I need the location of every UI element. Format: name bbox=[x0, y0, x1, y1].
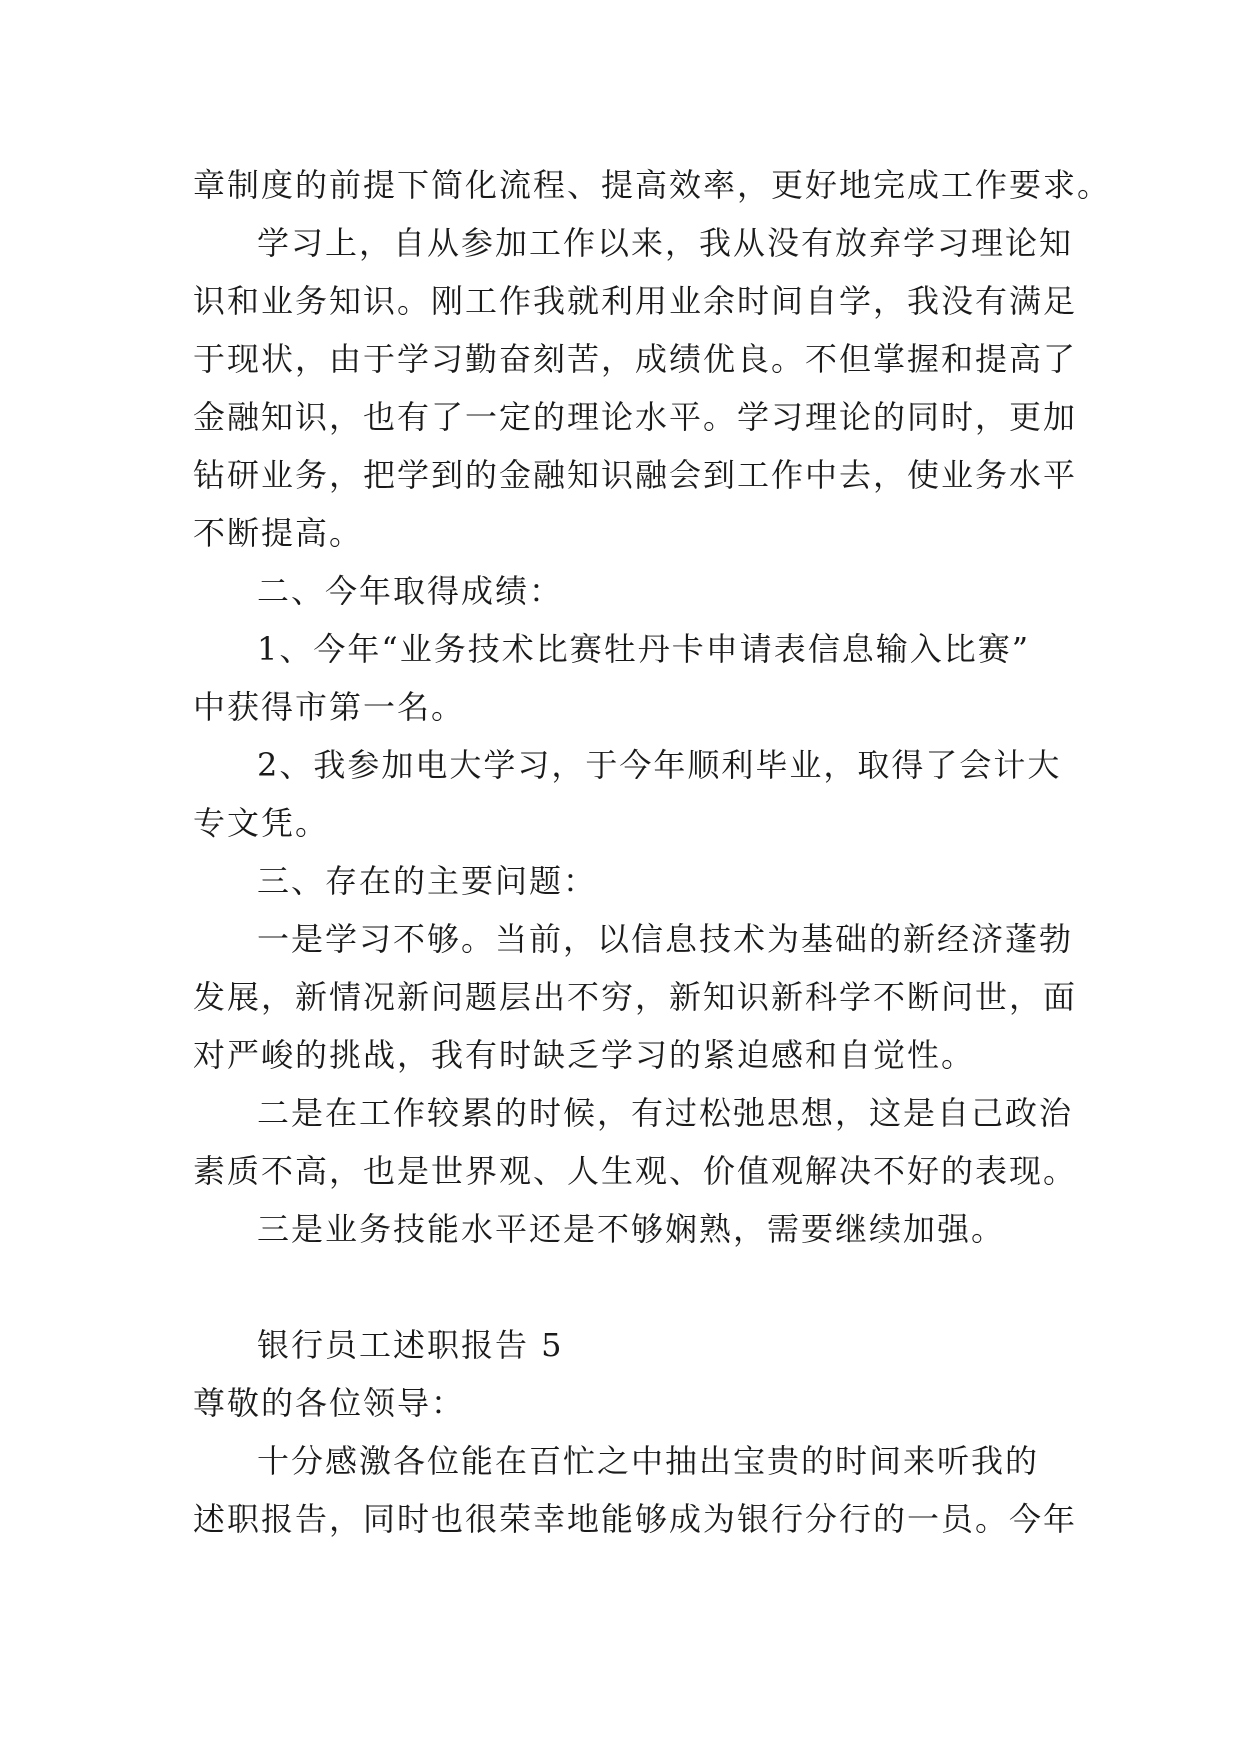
paragraph-line: 于现状，由于学习勤奋刻苦，成绩优良。不但掌握和提高了 bbox=[193, 340, 1078, 378]
list-item-line: 1、今年“业务技术比赛牡丹卡申请表信息输入比赛” bbox=[257, 630, 1031, 668]
document-body bbox=[193, 156, 1112, 1548]
paragraph-line: 素质不高，也是世界观、人生观、价值观解决不好的表现。 bbox=[193, 1152, 1078, 1190]
paragraph-line: 学习上，自从参加工作以来，我从没有放弃学习理论知 bbox=[257, 224, 1074, 262]
paragraph-line: 述职报告，同时也很荣幸地能够成为银行分行的一员。今年 bbox=[193, 1500, 1078, 1538]
paragraph-line: 对严峻的挑战，我有时缺乏学习的紧迫感和自觉性。 bbox=[193, 1036, 976, 1074]
section-spacer bbox=[193, 1258, 1063, 1316]
list-item-line: 2、我参加电大学习，于今年顺利毕业，取得了会计大 bbox=[257, 746, 1062, 784]
section-heading: 三、存在的主要问题： bbox=[257, 862, 598, 900]
paragraph-line: 发展，新情况新问题层出不穷，新知识新科学不断问世，面 bbox=[193, 978, 1078, 1016]
section-heading: 二、今年取得成绩： bbox=[257, 572, 564, 610]
paragraph-line: 金融知识，也有了一定的理论水平。学习理论的同时，更加 bbox=[193, 398, 1078, 436]
paragraph-line: 识和业务知识。刚工作我就利用业余时间自学，我没有满足 bbox=[193, 282, 1078, 320]
section-title: 银行员工述职报告 5 bbox=[257, 1326, 564, 1364]
list-item-line: 专文凭。 bbox=[193, 804, 330, 842]
paragraph-line: 一是学习不够。当前，以信息技术为基础的新经济蓬勃 bbox=[257, 920, 1074, 958]
paragraph-line: 十分感激各位能在百忙之中抽出宝贵的时间来听我的 bbox=[257, 1442, 1040, 1480]
paragraph-line: 章制度的前提下简化流程、提高效率，更好地完成工作要求。 bbox=[193, 166, 1112, 204]
paragraph-line: 三是业务技能水平还是不够娴熟，需要继续加强。 bbox=[257, 1210, 1006, 1248]
list-item-line: 中获得市第一名。 bbox=[193, 688, 466, 726]
salutation: 尊敬的各位领导： bbox=[193, 1384, 466, 1422]
paragraph-line: 二是在工作较累的时候，有过松弛思想，这是自己政治 bbox=[257, 1094, 1074, 1132]
paragraph-line: 不断提高。 bbox=[193, 514, 364, 552]
paragraph-line: 钻研业务，把学到的金融知识融会到工作中去，使业务水平 bbox=[193, 456, 1078, 494]
